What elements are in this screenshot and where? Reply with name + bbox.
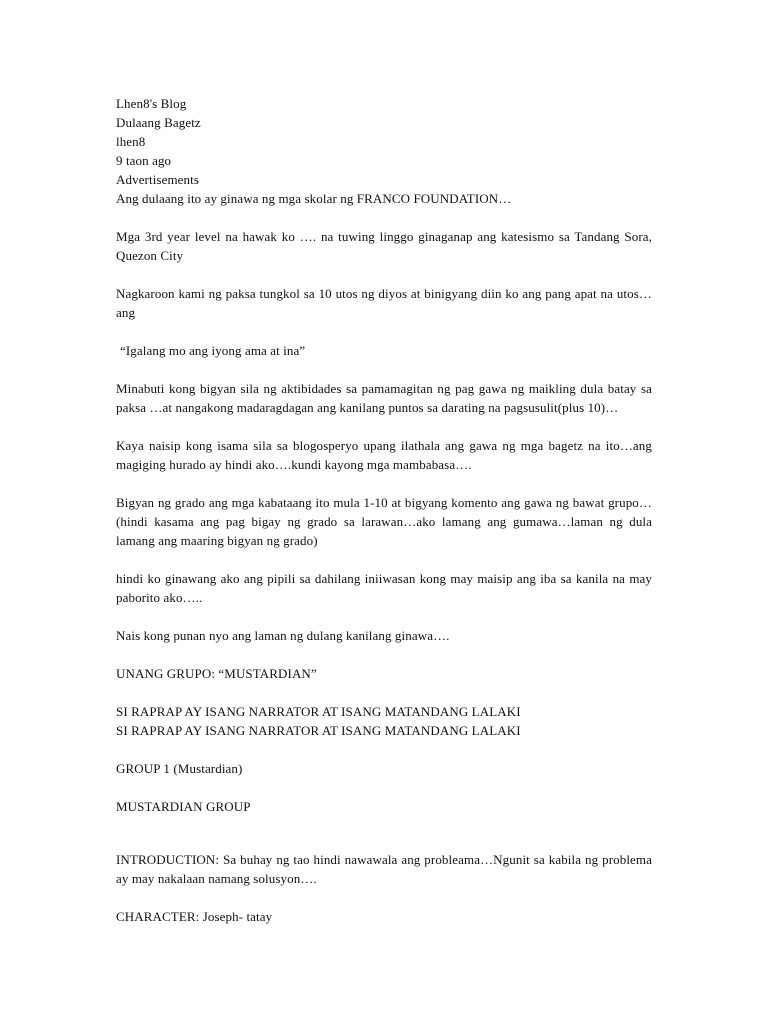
post-author: lhen8 xyxy=(116,134,146,149)
group-name: MUSTARDIAN GROUP xyxy=(116,799,251,814)
paragraph-activity: Minabuti kong bigyan sila ng aktibidades sa pamamagitan ng pag gawa ng maikling dula batay sa paksa …at nangakong madaragdagan ang kanilang puntos sa darating na pagsusulit(plus 10)… xyxy=(116,381,652,415)
group-label: GROUP 1 (Mustardian) xyxy=(116,761,243,776)
blog-title: Lhen8's Blog xyxy=(116,96,187,111)
paragraph-no-favorite: hindi ko ginawang ako ang pipili sa dahilang iniiwasan kong may maisip ang iba sa kanila na may paborito ako….. xyxy=(116,571,652,605)
paragraph-grading: Bigyan ng grado ang mga kabataang ito mula 1-10 at bigyang komento ang gawa ng bawat grupo…(hindi kasama ang pag bigay ng grado sa larawan…ako lamang ang gumawa…laman ng dula lamang ang maaring bigyan ng grado) xyxy=(116,495,652,548)
quote-commandment: “Igalang mo ang iyong ama at ina” xyxy=(120,343,306,358)
narrator-line-1: SI RAPRAP AY ISANG NARRATOR AT ISANG MATANDANG LALAKI xyxy=(116,704,521,719)
group-heading: UNANG GRUPO: “MUSTARDIAN” xyxy=(116,666,317,681)
intro-paragraph: Ang dulaang ito ay ginawa ng mga skolar ng FRANCO FOUNDATION… xyxy=(116,191,512,206)
advertisements-label: Advertisements xyxy=(116,172,199,187)
introduction-paragraph: INTRODUCTION: Sa buhay ng tao hindi nawawala ang probleama…Ngunit sa kabila ng problema ay may nakalaan namang solusyon…. xyxy=(116,852,652,886)
paragraph-blogosphere: Kaya naisip kong isama sila sa blogosperyo upang ilathala ang gawa ng mga bagetz na ito…ang magiging hurado ay hindi ako….kundi kayong mga mambabasa…. xyxy=(116,438,652,472)
post-title: Dulaang Bagetz xyxy=(116,115,201,130)
paragraph-request: Nais kong punan nyo ang laman ng dulang kanilang ginawa…. xyxy=(116,628,450,643)
document-content xyxy=(116,94,652,926)
paragraph-class-level: Mga 3rd year level na hawak ko …. na tuwing linggo ginaganap ang katesismo sa Tandang Sora, Quezon City xyxy=(116,229,652,263)
post-date: 9 taon ago xyxy=(116,153,172,168)
character-line: CHARACTER: Joseph- tatay xyxy=(116,909,273,924)
narrator-line-2: SI RAPRAP AY ISANG NARRATOR AT ISANG MATANDANG LALAKI xyxy=(116,723,521,738)
paragraph-topic: Nagkaroon kami ng paksa tungkol sa 10 utos ng diyos at binigyang diin ko ang pang apat na utos…ang xyxy=(116,286,652,320)
